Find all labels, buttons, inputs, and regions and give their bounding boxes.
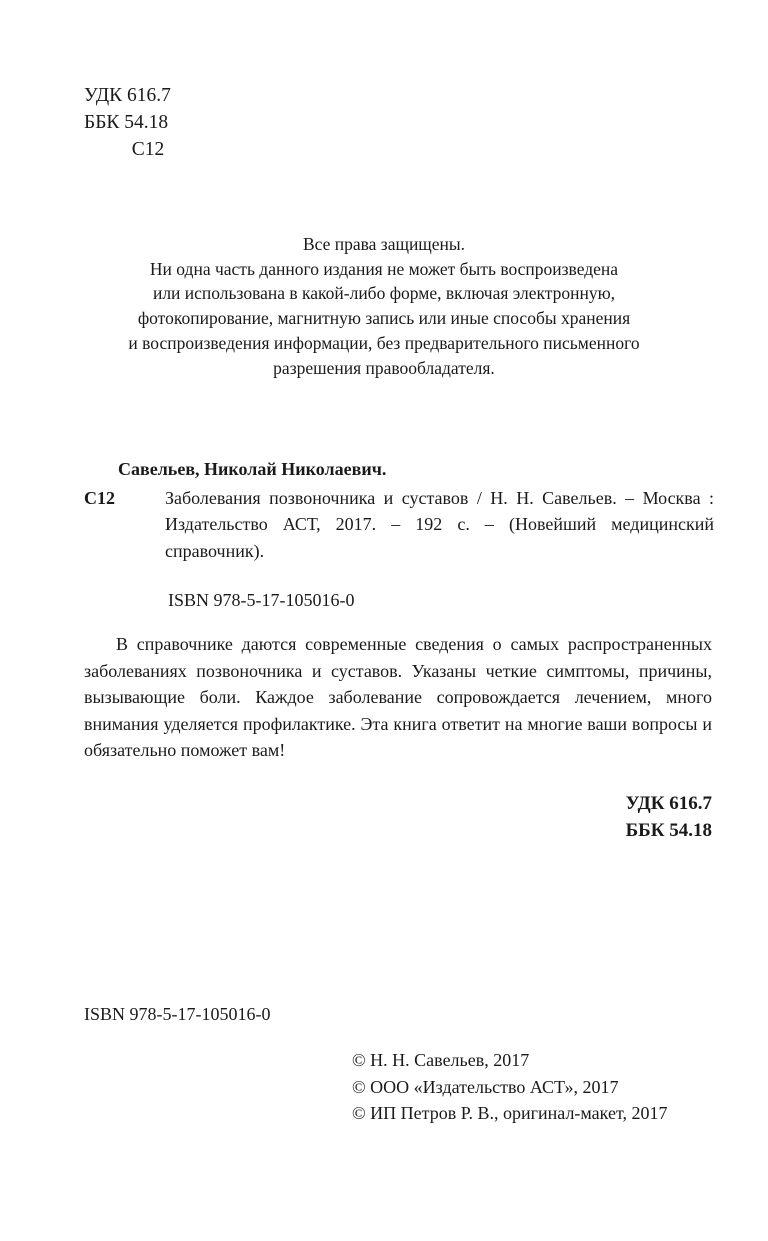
rights-notice-line-5: и воспроизведения информации, без предварительного письменного (128, 332, 640, 353)
udk-code-bottom: УДК 616.7 (625, 793, 712, 814)
rights-notice-line-2: Ни одна часть данного издания не может быть воспроизведена (149, 258, 619, 279)
bbk-code-top: ББК 54.18 (84, 112, 169, 133)
rights-notice-line-1: Все права защищены. (302, 234, 466, 254)
record-isbn: ISBN 978-5-17-105016-0 (168, 590, 355, 610)
rights-notice-line-3: или использована в какой-либо форме, включая электронную, (152, 283, 616, 304)
udk-code-top: УДК 616.7 (84, 85, 171, 106)
author-sign-top: С12 (131, 139, 165, 160)
copyright-line-layout: © ИП Петров Р. В., оригинал-макет, 2017 (352, 1103, 668, 1123)
copyright-line-publisher: © ООО «Издательство АСТ», 2017 (352, 1076, 619, 1097)
rights-notice (64, 232, 704, 380)
record-author-heading: Савельев, Николай Николаевич. (118, 459, 387, 479)
annotation-text: В справочнике даются современные сведения о самых распространенных заболеваниях позвоночника и суставов. Указаны четкие симптомы, причины, вызывающие боли. Каждое заболевание сопровождается лечением, много внимания уделяется профилактике. Эта книга ответит на многие ваши вопросы и обязательно поможет вам! (84, 634, 712, 760)
copyright-block (352, 1047, 667, 1127)
isbn-bottom: ISBN 978-5-17-105016-0 (84, 1004, 271, 1024)
record-author-sign: С12 (84, 487, 115, 508)
copyright-line-author: © Н. Н. Савельев, 2017 (352, 1050, 530, 1070)
record-entry (84, 485, 714, 565)
record-description: Заболевания позвоночника и суставов / Н. Н. Савельев. – Москва : Издательство АСТ, 2017. – 192 с. – (Новейший медицинский справочник). (165, 487, 714, 561)
bbk-code-bottom: ББК 54.18 (625, 820, 712, 841)
rights-notice-line-4: фотокопирование, магнитную запись или иные способы хранения (137, 308, 631, 329)
rights-notice-line-6: разрешения правообладателя. (273, 357, 495, 378)
classification-codes-bottom (626, 790, 712, 844)
bibliographic-record (84, 456, 714, 614)
classification-codes-top (84, 82, 314, 163)
